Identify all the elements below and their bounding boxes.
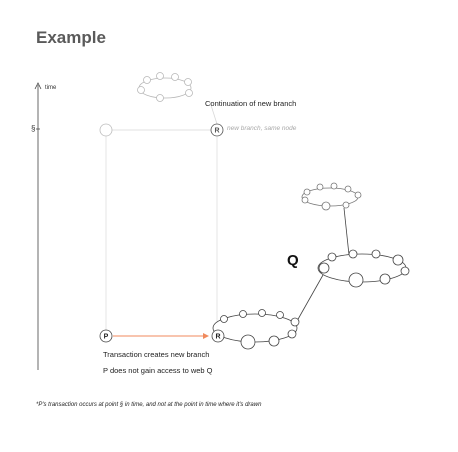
continuation-web [138,73,193,102]
same-node-note: new branch, same node [227,125,297,132]
time-axis [35,83,41,370]
upper-web [302,183,361,210]
section-mark-label: § [31,124,36,133]
transaction-label: Transaction creates new branch [103,350,210,359]
web-link-upper [344,208,349,255]
node-r-bottom [212,330,224,342]
svg-text:P: P [103,333,109,341]
page-title: Example [36,28,106,47]
web-q [318,250,409,287]
footnote: *P's transaction occurs at point § in time, and not at the point in time where it's drawn [36,402,262,408]
continuation-label: Continuation of new branch [205,99,297,108]
faint-node [100,124,112,136]
web-link-lower [297,275,323,321]
no-access-label: P does not gain access to web Q [103,366,213,375]
node-r-top [211,124,223,136]
branch-web [213,310,299,350]
svg-text:R: R [214,127,220,135]
node-p [100,330,112,342]
web-q-label: Q [287,252,299,269]
time-axis-label: time [45,85,57,91]
branch-frame [106,102,220,331]
svg-text:R: R [215,333,221,341]
